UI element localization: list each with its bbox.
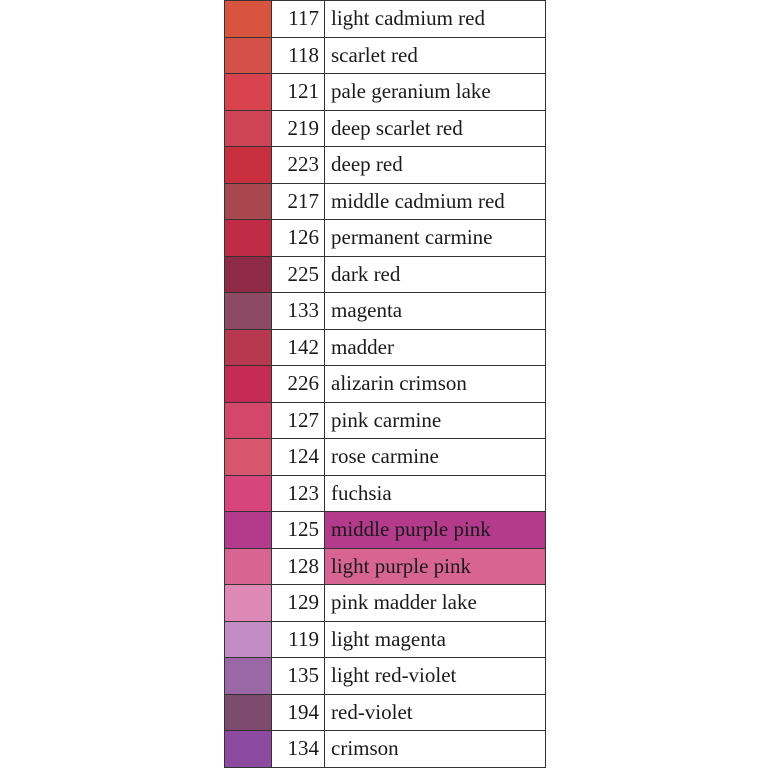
color-name: light purple pink [325,548,546,585]
color-name: middle cadmium red [325,183,546,220]
color-row [225,147,546,184]
color-name: madder [325,329,546,366]
color-swatch-cell [225,1,272,38]
color-number: 217 [272,183,325,220]
color-row [225,220,546,257]
color-number: 117 [272,1,325,38]
color-number: 127 [272,402,325,439]
color-row [225,548,546,585]
color-number: 225 [272,256,325,293]
color-row [225,402,546,439]
color-name: pink carmine [325,402,546,439]
color-swatch [225,658,271,694]
color-name: pale geranium lake [325,74,546,111]
color-number: 124 [272,439,325,476]
color-row [225,256,546,293]
color-name: light cadmium red [325,1,546,38]
color-name: light red-violet [325,658,546,695]
color-swatch [225,439,271,475]
color-swatch [225,476,271,512]
color-swatch [225,622,271,658]
color-number: 121 [272,74,325,111]
color-swatch-cell [225,402,272,439]
color-number: 126 [272,220,325,257]
color-swatch-cell [225,585,272,622]
color-swatch [225,1,271,37]
color-row [225,731,546,768]
color-swatch-cell [225,548,272,585]
color-number: 129 [272,585,325,622]
color-number: 194 [272,694,325,731]
color-swatch [225,731,271,767]
color-name: permanent carmine [325,220,546,257]
color-number: 223 [272,147,325,184]
color-name: fuchsia [325,475,546,512]
color-chart-table [224,0,546,768]
color-row [225,110,546,147]
color-swatch [225,549,271,585]
color-number: 133 [272,293,325,330]
color-row [225,439,546,476]
color-name: middle purple pink [325,512,546,549]
color-row [225,694,546,731]
color-name: alizarin crimson [325,366,546,403]
color-row [225,329,546,366]
color-swatch-cell [225,147,272,184]
color-chart-body [225,1,546,768]
color-number: 125 [272,512,325,549]
color-row [225,512,546,549]
color-number: 226 [272,366,325,403]
color-number: 142 [272,329,325,366]
color-swatch [225,257,271,293]
color-swatch-cell [225,110,272,147]
color-name: magenta [325,293,546,330]
color-number: 128 [272,548,325,585]
color-number: 119 [272,621,325,658]
color-row [225,1,546,38]
color-row [225,293,546,330]
color-name: crimson [325,731,546,768]
color-name: deep scarlet red [325,110,546,147]
color-row [225,585,546,622]
color-swatch-cell [225,183,272,220]
color-number: 123 [272,475,325,512]
color-name: scarlet red [325,37,546,74]
color-swatch [225,147,271,183]
color-name: light magenta [325,621,546,658]
color-swatch-cell [225,366,272,403]
color-name: red-violet [325,694,546,731]
color-swatch-cell [225,439,272,476]
color-swatch [225,585,271,621]
color-row [225,366,546,403]
color-swatch [225,38,271,74]
color-name: rose carmine [325,439,546,476]
color-swatch [225,111,271,147]
color-swatch-cell [225,293,272,330]
color-swatch-cell [225,220,272,257]
color-swatch [225,74,271,110]
color-swatch-cell [225,694,272,731]
color-swatch [225,293,271,329]
color-swatch [225,695,271,731]
color-swatch-cell [225,621,272,658]
color-name: deep red [325,147,546,184]
color-row [225,74,546,111]
color-name: pink madder lake [325,585,546,622]
color-row [225,183,546,220]
color-number: 219 [272,110,325,147]
color-swatch [225,512,271,548]
color-swatch-cell [225,475,272,512]
color-number: 118 [272,37,325,74]
color-swatch-cell [225,731,272,768]
color-swatch [225,330,271,366]
color-swatch-cell [225,37,272,74]
color-swatch-cell [225,256,272,293]
color-swatch-cell [225,512,272,549]
color-row [225,475,546,512]
color-row [225,658,546,695]
color-swatch-cell [225,658,272,695]
color-name: dark red [325,256,546,293]
color-swatch [225,184,271,220]
color-swatch [225,403,271,439]
color-swatch [225,220,271,256]
color-row [225,621,546,658]
color-number: 134 [272,731,325,768]
color-number: 135 [272,658,325,695]
color-swatch-cell [225,329,272,366]
color-swatch [225,366,271,402]
color-row [225,37,546,74]
color-swatch-cell [225,74,272,111]
